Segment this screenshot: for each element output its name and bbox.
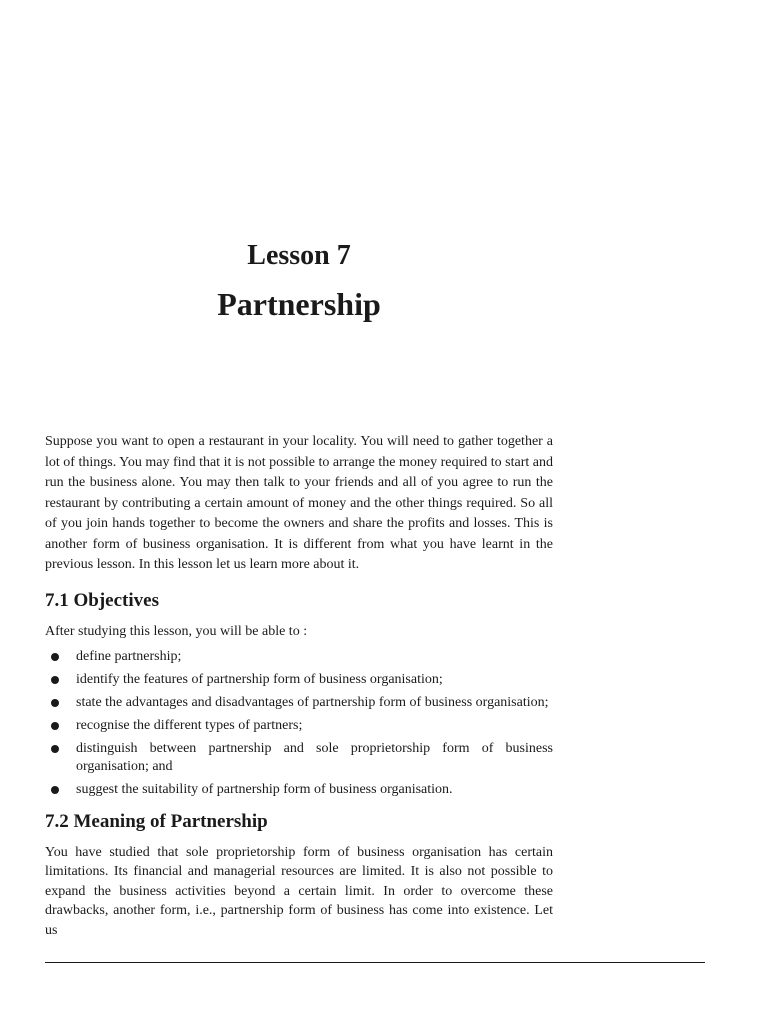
footer-divider [45,962,705,963]
objectives-list [45,648,553,799]
list-item-text: recognise the different types of partners; [76,717,303,733]
bullet-icon [51,653,59,661]
list-item-text: state the advantages and disadvantages of partnership form of business organisation; [76,694,549,710]
objectives-heading: 7.1 Objectives [45,589,159,611]
bullet-icon [51,745,59,753]
list-item-text: distinguish between partnership and sole proprietorship form of business organisation; and [76,740,553,774]
lesson-title: Partnership [217,286,381,322]
lesson-number: Lesson 7 [247,240,351,271]
list-item [45,740,553,776]
intro-paragraph: Suppose you want to open a restaurant in your locality. You will need to gather together a lot of things. You may find that it is not possible to arrange the money required to start and run the business alone. You may then talk to your friends and all of you agree to run the restaurant by contributing a certain amount of money and the other things required. So all of you join hands together to become the owners and share the profits and losses. This is another form of business organisation. It is different from what you have learnt in the previous lesson. In this lesson let us learn more about it. [45,434,553,572]
bullet-icon [51,786,59,794]
list-item-text: define partnership; [76,648,182,664]
bullet-icon [51,699,59,707]
list-item [45,717,553,735]
bullet-icon [51,676,59,684]
bullet-icon [51,722,59,730]
list-item-text: suggest the suitability of partnership form of business organisation. [76,781,453,797]
page-body [45,432,553,940]
meaning-paragraph: You have studied that sole proprietorship form of business organisation has certain limitations. Its financial and managerial resources are limited. It is also not possible to expand the business activities beyond a certain limit. In order to overcome these drawbacks, another form, i.e., partnership form of business has come into existence. Let us [45,844,553,938]
objectives-intro: After studying this lesson, you will be able to : [45,623,308,639]
list-item-text: identify the features of partnership form of business organisation; [76,671,443,687]
list-item [45,648,553,666]
meaning-heading: 7.2 Meaning of Partnership [45,810,268,832]
list-item [45,671,553,689]
list-item [45,694,553,712]
list-item [45,781,553,799]
